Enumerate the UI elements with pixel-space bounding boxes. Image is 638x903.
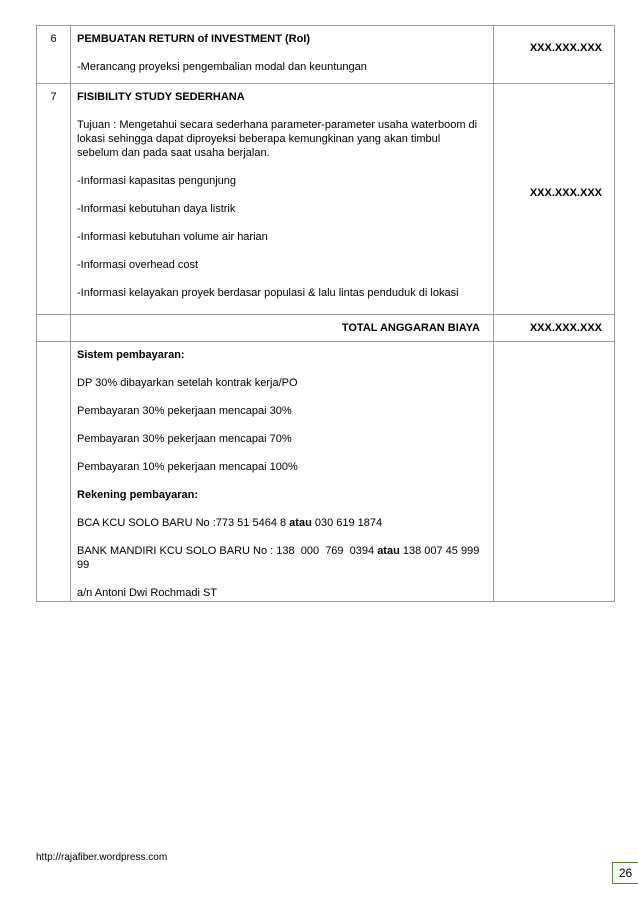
account-holder: a/n Antoni Dwi Rochmadi ST (77, 587, 218, 599)
row-line: -Informasi kebutuhan daya listrik (77, 203, 236, 215)
mandiri-account (77, 544, 483, 572)
account-heading: Rekening pembayaran: (77, 489, 199, 501)
row-amount: XXX.XXX.XXX (529, 187, 602, 199)
bca-or: atau (289, 517, 312, 529)
row-line: -Informasi kebutuhan volume air harian (77, 231, 268, 243)
page-number: 26 (612, 862, 638, 884)
row-line: -Informasi kapasitas pengunjung (77, 175, 236, 187)
row-line: -Informasi kelayakan proyek berdasar populasi & lalu lintas penduduk di lokasi (77, 287, 459, 299)
row-amount: XXX.XXX.XXX (529, 42, 602, 54)
row-line: -Merancang proyeksi pengembalian modal dan keuntungan (77, 61, 367, 73)
footer-url: http://rajafiber.wordpress.com (36, 852, 168, 863)
row-number: 6 (50, 33, 57, 45)
row-title: FISIBILITY STUDY SEDERHANA (77, 91, 245, 103)
table-row (37, 26, 615, 84)
bca-account-number: BCA KCU SOLO BARU No :773 51 5464 8 (77, 517, 290, 529)
mandiri-account-number: BANK MANDIRI KCU SOLO BARU No : 138 000 769 0394 (77, 545, 378, 557)
bca-alt-number: 030 619 1874 (311, 517, 383, 529)
bca-account (77, 516, 483, 530)
total-label: TOTAL ANGGARAN BIAYA (71, 315, 494, 342)
payment-term: Pembayaran 30% pekerjaan mencapai 30% (77, 405, 292, 417)
mandiri-alt-number: 138 007 45 999 99 (77, 545, 480, 571)
payment-term: Pembayaran 30% pekerjaan mencapai 70% (77, 433, 292, 445)
total-amount: XXX.XXX.XXX (494, 315, 615, 342)
mandiri-or: atau (377, 545, 400, 557)
payment-term: Pembayaran 10% pekerjaan mencapai 100% (77, 461, 298, 473)
row-line: -Informasi overhead cost (77, 259, 199, 271)
table-row (37, 84, 615, 315)
row-title: PEMBUATAN RETURN of INVESTMENT (RoI) (77, 33, 311, 45)
budget-table (36, 25, 615, 602)
row-number: 7 (50, 91, 57, 103)
payment-term: DP 30% dibayarkan setelah kontrak kerja/PO (77, 377, 298, 389)
row-line: Tujuan : Mengetahui secara sederhana parameter-parameter usaha waterboom di lokasi sehingga dapat diproyeksi beberapa kemungkinan yang akan timbul sebelum dan pada saat usaha berjalan. (77, 119, 478, 159)
payment-row (37, 342, 615, 602)
payment-heading: Sistem pembayaran: (77, 349, 185, 361)
total-row (37, 315, 615, 342)
